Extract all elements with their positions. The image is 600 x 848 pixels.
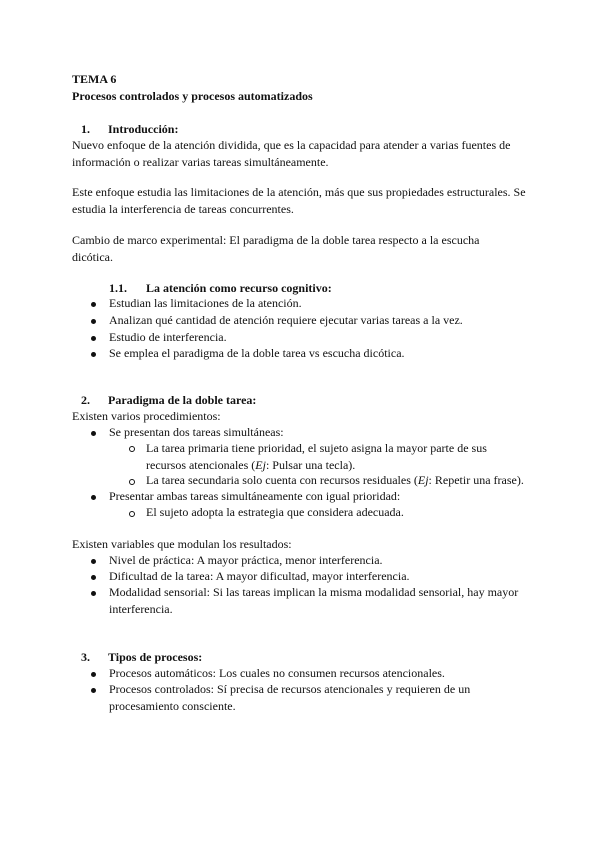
list-item: Se presentan dos tareas simultáneas: — [109, 425, 284, 439]
section-2-number: 2. — [81, 393, 90, 407]
doc-subtitle: Procesos controlados y procesos automatizados — [72, 89, 313, 103]
list-item: Nivel de práctica: A mayor práctica, menor interferencia. — [109, 553, 383, 567]
bullet-dot — [91, 302, 96, 307]
list-item: Estudian las limitaciones de la atención. — [109, 296, 302, 310]
list-item: Procesos controlados: Sí precisa de recursos atencionales y requieren de un procesamiento consciente. — [109, 682, 471, 713]
section-1-paragraph-1: Nuevo enfoque de la atención dividida, que es la capacidad para atender a varias fuentes de información o realizar varias tareas simultáneamente. — [72, 138, 511, 169]
section-3-number: 3. — [81, 650, 90, 664]
list-item: Se emplea el paradigma de la doble tarea vs escucha dicótica. — [109, 346, 405, 360]
bullet-dot — [91, 495, 96, 500]
section-1-paragraph-3: Cambio de marco experimental: El paradigma de la doble tarea respecto a la escucha dicótica. — [72, 233, 480, 264]
list-item: La tarea secundaria solo cuenta con recursos residuales (Ej: Repetir una frase). — [146, 473, 524, 487]
section-1-paragraph-2: Este enfoque estudia las limitaciones de la atención, más que sus propiedades estructurales. Se estudia la interferencia de tareas concurrentes. — [72, 185, 526, 216]
bullet-dot — [91, 319, 96, 324]
list-item: Procesos automáticos: Los cuales no consumen recursos atencionales. — [109, 666, 445, 680]
list-item: Modalidad sensorial: Si las tareas implican la misma modalidad sensorial, hay mayor interferencia. — [109, 585, 519, 616]
bullet-dot — [91, 575, 96, 580]
bullet-dot — [91, 688, 96, 693]
bullet-dot — [91, 559, 96, 564]
list-item: Estudio de interferencia. — [109, 330, 227, 344]
bullet-dot — [91, 672, 96, 677]
section-3-heading: Tipos de procesos: — [108, 650, 203, 664]
bullet-ring — [129, 511, 135, 517]
section-1-heading: Introducción: — [108, 122, 179, 136]
bullet-dot — [91, 431, 96, 436]
bullet-dot — [91, 352, 96, 357]
section-1-number: 1. — [81, 122, 90, 136]
section-2-intro: Existen varios procedimientos: — [72, 409, 221, 423]
list-item: El sujeto adopta la estrategia que considera adecuada. — [146, 505, 404, 519]
bullet-ring — [129, 446, 135, 452]
list-item: Dificultad de la tarea: A mayor dificultad, mayor interferencia. — [109, 569, 410, 583]
doc-title: TEMA 6 — [72, 72, 117, 86]
list-item: Analizan qué cantidad de atención requiere ejecutar varias tareas a la vez. — [109, 313, 463, 327]
subsection-1-1-number: 1.1. — [109, 281, 127, 295]
bullet-dot — [91, 591, 96, 596]
section-2-intro-2: Existen variables que modulan los resultados: — [72, 537, 292, 551]
section-2-heading: Paradigma de la doble tarea: — [108, 393, 257, 407]
subsection-1-1-heading: La atención como recurso cognitivo: — [146, 281, 332, 295]
bullet-ring — [129, 479, 135, 485]
list-item: Presentar ambas tareas simultáneamente con igual prioridad: — [109, 489, 401, 503]
list-item: La tarea primaria tiene prioridad, el sujeto asigna la mayor parte de sus recursos atencionales (Ej: Pulsar una tecla). — [146, 441, 487, 472]
bullet-dot — [91, 336, 96, 341]
